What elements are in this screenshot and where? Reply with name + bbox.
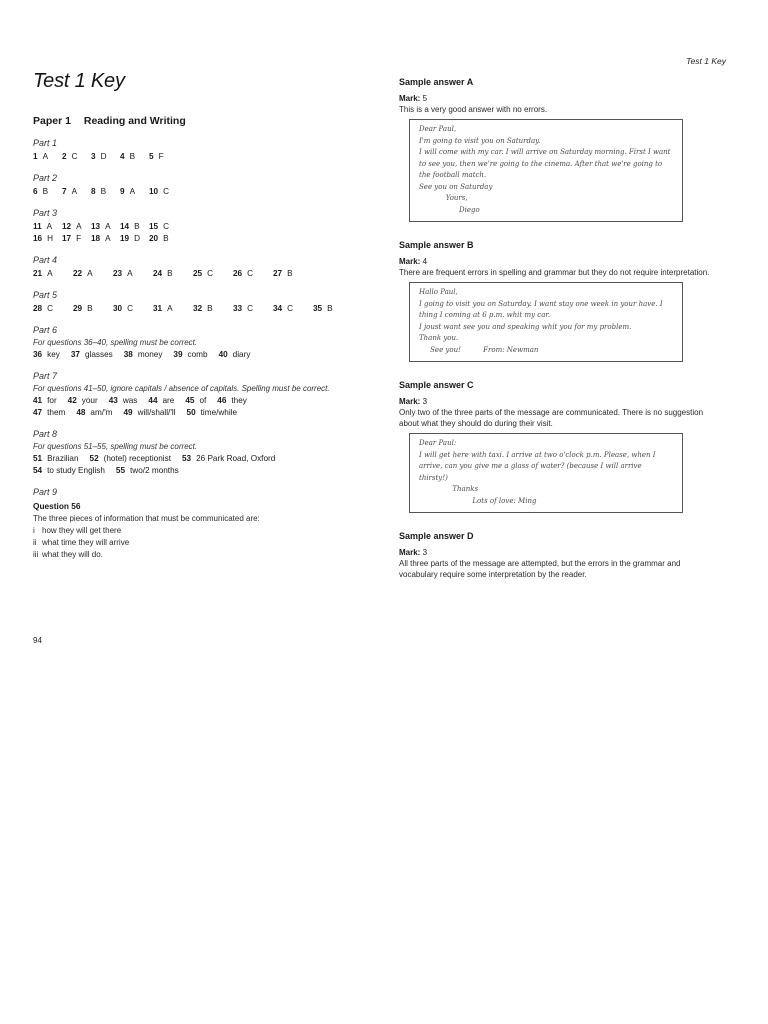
question-number: 24 <box>153 269 163 278</box>
answer-row <box>33 268 363 280</box>
answer-text: A <box>167 304 173 313</box>
answer-text: A <box>76 222 82 231</box>
answer-row <box>33 407 363 419</box>
answer-item <box>153 268 193 280</box>
part-4 <box>33 255 363 280</box>
answer-item <box>73 303 113 315</box>
sample-heading: Sample answer D <box>399 531 474 541</box>
page-number: 94 <box>33 636 42 645</box>
answer-row <box>33 186 363 198</box>
answer-item <box>33 453 79 465</box>
question-number: 28 <box>33 304 43 313</box>
answer-text: A <box>127 269 133 278</box>
answer-row <box>33 303 363 315</box>
question-number: 2 <box>62 152 67 161</box>
part-5 <box>33 290 363 315</box>
parts-list <box>33 138 363 477</box>
answer-item <box>187 407 238 419</box>
letter-line: Dear Paul, <box>419 125 457 133</box>
answer-item <box>62 221 91 233</box>
question-number: 30 <box>113 304 123 313</box>
question-number: 6 <box>33 187 38 196</box>
comment-line: vocabulary require some interpretation by the reader. <box>399 570 587 579</box>
question-number: 42 <box>67 396 77 405</box>
answer-text: A <box>105 234 111 243</box>
question-number: 47 <box>33 408 43 417</box>
part-8 <box>33 429 363 477</box>
paper-name: Reading and Writing <box>83 115 186 127</box>
answer-row <box>33 221 363 233</box>
answer-text: (hotel) receptionist <box>103 454 171 463</box>
answer-text: A <box>46 222 53 231</box>
question-number: 17 <box>62 234 72 243</box>
examiner-comment <box>399 267 729 278</box>
answer-row <box>33 453 363 465</box>
question-number: 51 <box>33 454 43 463</box>
answer-text: C <box>71 152 78 161</box>
question-number: 21 <box>33 269 43 278</box>
answer-item <box>33 186 62 198</box>
answer-item <box>120 151 149 163</box>
letter-line: Thanks <box>419 485 479 493</box>
answer-item <box>33 233 62 245</box>
question-number: 40 <box>218 350 228 359</box>
examiner-comment <box>399 104 729 115</box>
letter-line: the football match. <box>419 171 487 179</box>
question-number: 3 <box>91 152 96 161</box>
mark-label: Mark: <box>399 397 421 406</box>
question-number: 36 <box>33 350 43 359</box>
answer-item <box>120 233 149 245</box>
answer-text: C <box>127 304 134 313</box>
part-9 <box>33 487 363 561</box>
answer-text: H <box>47 234 54 243</box>
part-instruction: For questions 36–40, spelling must be correct. <box>33 338 198 347</box>
question-number: 22 <box>73 269 83 278</box>
part-6 <box>33 325 363 361</box>
part-2 <box>33 173 363 198</box>
answer-item <box>76 407 112 419</box>
question-number: 26 <box>233 269 243 278</box>
answer-text: B <box>134 222 140 231</box>
sample-answer-c <box>399 380 729 513</box>
question-number: 53 <box>181 454 192 463</box>
answer-item <box>182 453 275 465</box>
sample-heading: Sample answer C <box>399 380 474 390</box>
letter-line: Yours, <box>419 194 468 202</box>
answer-text: C <box>163 187 170 196</box>
answer-text: A <box>129 187 136 196</box>
mark-label: Mark: <box>399 257 421 266</box>
answer-text: comb <box>187 350 208 359</box>
answer-item <box>120 221 149 233</box>
part-instruction: For questions 41–50, ignore capitals / absence of capitals. Spelling must be correct. <box>33 384 330 393</box>
answer-text: B <box>100 187 107 196</box>
part-3 <box>33 208 363 245</box>
letter-line: arrive, can you give me a glass of water? (because I will arrive <box>419 462 642 470</box>
letter-line: thing I coming at 6 p.m. whit my car. <box>419 311 551 319</box>
mark-line <box>399 547 729 558</box>
answer-item <box>173 349 207 361</box>
answer-item <box>113 303 153 315</box>
letter-line: Dear Paul: <box>419 439 457 447</box>
question-number: 55 <box>115 466 126 475</box>
letter-line: I going to visit you on Saturday. I want stay one week in your have. I <box>419 299 663 308</box>
question-number: 31 <box>153 304 163 313</box>
question-number: 41 <box>33 396 43 405</box>
paper-label: Paper 1 <box>33 115 71 127</box>
part-heading: Part 8 <box>33 429 58 439</box>
answer-item <box>123 407 175 419</box>
running-head: Test 1 Key <box>686 56 726 66</box>
student-letter <box>409 119 683 222</box>
comment-line: There are frequent errors in spelling and grammar but they do not require interpretation. <box>399 268 710 277</box>
answer-text: C <box>163 222 170 231</box>
question-number: 52 <box>89 454 99 463</box>
answer-text: C <box>287 304 294 313</box>
answer-item <box>273 268 313 280</box>
question-number: 44 <box>148 396 158 405</box>
answer-text: 26 Park Road, Oxford <box>196 454 276 463</box>
letter-line: I'm going to visit you on Saturday. <box>419 136 541 145</box>
information-list <box>33 525 363 561</box>
question-number: 16 <box>33 234 43 243</box>
part-heading: Part 6 <box>33 325 58 335</box>
answer-text: F <box>76 234 82 243</box>
mark-value: 3 <box>422 397 428 406</box>
question-number: 32 <box>193 304 203 313</box>
answer-text: F <box>158 152 164 161</box>
question-number: 37 <box>70 350 80 359</box>
question-number: 48 <box>76 408 86 417</box>
student-letter <box>409 282 683 362</box>
answer-item <box>193 268 233 280</box>
mark-line <box>399 396 729 407</box>
question-number: 34 <box>273 304 283 313</box>
mark-line <box>399 93 729 104</box>
question-number: 29 <box>73 304 83 313</box>
part-heading: Part 5 <box>33 290 58 300</box>
letter-line: See you! From: Newman <box>419 345 539 354</box>
letter-line: thirsty!) <box>419 473 448 482</box>
paper-heading <box>33 115 363 127</box>
sample-heading: Sample answer A <box>399 77 474 87</box>
letter-line: Diego <box>419 205 480 214</box>
mark-label: Mark: <box>399 548 421 557</box>
question-number: 10 <box>149 187 159 196</box>
answer-text: D <box>134 234 141 243</box>
answer-text: them <box>47 408 66 417</box>
answer-item <box>233 268 273 280</box>
answer-item <box>73 268 113 280</box>
mark-value: 4 <box>422 257 428 266</box>
question-number: 19 <box>120 234 130 243</box>
part-heading: Part 3 <box>33 208 58 218</box>
sample-heading: Sample answer B <box>399 240 474 250</box>
comment-line: Only two of the three parts of the message are communicated. There is no suggestion <box>399 408 704 417</box>
answer-text: are <box>162 396 175 405</box>
part-heading: Part 1 <box>33 138 58 148</box>
answer-text: glasses <box>84 350 113 359</box>
answer-item <box>193 303 233 315</box>
letter-line: Lots of love: Ming <box>419 496 537 505</box>
answer-item <box>217 395 247 407</box>
answer-item <box>113 268 153 280</box>
answer-row <box>33 151 363 163</box>
answer-row <box>33 465 363 477</box>
question-number: 11 <box>33 222 42 231</box>
question-number: 14 <box>120 222 130 231</box>
answer-text: of <box>199 396 207 405</box>
answer-item <box>33 465 105 477</box>
answer-item <box>185 395 206 407</box>
answer-item <box>68 395 98 407</box>
answer-text: Brazilian <box>47 454 79 463</box>
part-1 <box>33 138 363 163</box>
answer-text: key <box>47 350 60 359</box>
part-7 <box>33 371 363 419</box>
answer-text: B <box>287 269 293 278</box>
answer-item <box>91 151 120 163</box>
answer-item <box>124 349 163 361</box>
letter-line: Hallo Paul, <box>419 288 458 296</box>
item-text: what they will do. <box>42 550 103 559</box>
answer-item <box>148 395 174 407</box>
part-heading: Part 7 <box>33 371 58 381</box>
letter-line: I joust want see you and speaking whit you for my problem. <box>419 322 632 331</box>
answer-item <box>313 303 353 315</box>
question-56-intro: The three pieces of information that must be communicated are: <box>33 514 260 523</box>
question-56-title: Question 56 <box>33 501 81 511</box>
information-item <box>33 549 363 561</box>
answer-item <box>109 395 138 407</box>
question-number: 43 <box>108 396 118 405</box>
answer-text: B <box>42 187 49 196</box>
question-number: 33 <box>233 304 243 313</box>
part-heading: Part 9 <box>33 487 58 497</box>
answer-row <box>33 233 363 245</box>
sample-answer-d <box>399 531 729 580</box>
comment-line: All three parts of the message are attempted, but the errors in the grammar and <box>399 559 681 568</box>
question-number: 49 <box>123 408 133 417</box>
question-number: 46 <box>217 396 227 405</box>
answer-text: for <box>47 396 57 405</box>
answer-text: your <box>81 396 98 405</box>
answer-row <box>33 395 363 407</box>
part-heading: Part 4 <box>33 255 58 265</box>
question-number: 13 <box>91 222 101 231</box>
letter-line: I will come with my car. I will arrive on Saturday morning. First I want <box>419 148 671 156</box>
answer-text: C <box>247 269 254 278</box>
answer-text: C <box>207 269 214 278</box>
mark-label: Mark: <box>399 94 421 103</box>
information-item <box>33 537 363 549</box>
question-number: 25 <box>193 269 203 278</box>
information-item <box>33 525 363 537</box>
question-number: 7 <box>62 187 67 196</box>
mark-line <box>399 256 729 267</box>
question-number: 18 <box>91 234 101 243</box>
question-number: 39 <box>173 350 183 359</box>
page-title: Test 1 Key <box>33 70 125 92</box>
answer-text: A <box>42 152 49 161</box>
question-number: 20 <box>149 234 159 243</box>
answer-text: B <box>327 304 333 313</box>
answer-item <box>149 221 178 233</box>
answer-item <box>149 186 178 198</box>
answer-item <box>33 349 60 361</box>
item-marker: iii <box>33 550 39 559</box>
answer-item <box>33 268 73 280</box>
answer-text: money <box>137 350 163 359</box>
comment-line: This is a very good answer with no errors. <box>399 105 548 114</box>
answer-item <box>219 349 251 361</box>
comment-line: about what they should do during their visit. <box>399 419 553 428</box>
question-number: 12 <box>62 222 72 231</box>
item-marker: ii <box>33 538 37 547</box>
letter-line: See you on Saturday <box>419 182 493 191</box>
answer-text: C <box>247 304 254 313</box>
answer-text: A <box>87 269 93 278</box>
answer-item <box>62 151 91 163</box>
question-number: 54 <box>33 466 43 475</box>
left-column <box>33 70 363 571</box>
question-number: 9 <box>120 187 125 196</box>
answer-item <box>153 303 193 315</box>
answer-text: A <box>47 269 53 278</box>
answer-item <box>149 233 178 245</box>
question-number: 35 <box>313 304 323 313</box>
answer-item <box>233 303 273 315</box>
answer-item <box>33 407 65 419</box>
sample-answer-b <box>399 240 729 362</box>
answer-text: will/shall/'ll <box>137 408 176 417</box>
part-heading: Part 2 <box>33 173 58 183</box>
question-number: 4 <box>120 152 125 161</box>
answer-item <box>120 186 149 198</box>
question-number: 8 <box>91 187 96 196</box>
question-number: 1 <box>33 152 38 161</box>
question-number: 27 <box>273 269 283 278</box>
answer-item <box>90 453 171 465</box>
answer-text: B <box>207 304 213 313</box>
answer-item <box>33 151 62 163</box>
answer-text: to study English <box>47 466 105 475</box>
answer-text: B <box>87 304 93 313</box>
letter-line: to see you, then we're going to the cinema. After that we're going to <box>419 159 663 168</box>
answer-item <box>71 349 113 361</box>
answer-item <box>62 186 91 198</box>
answer-text: B <box>129 152 136 161</box>
answer-item <box>91 233 120 245</box>
answer-text: was <box>122 396 138 405</box>
answer-item <box>116 465 179 477</box>
answer-text: C <box>47 304 54 313</box>
item-text: how they will get there <box>42 526 122 535</box>
answer-text: D <box>100 152 107 161</box>
answer-text: B <box>167 269 173 278</box>
answer-item <box>273 303 313 315</box>
answer-item <box>91 186 120 198</box>
answer-item <box>91 221 120 233</box>
item-marker: i <box>33 526 35 535</box>
mark-value: 5 <box>422 94 428 103</box>
answer-text: am/'m <box>90 408 113 417</box>
answer-text: B <box>163 234 169 243</box>
mark-value: 3 <box>422 548 428 557</box>
student-letter <box>409 433 683 513</box>
sample-answer-a <box>399 77 729 222</box>
answer-text: time/while <box>200 408 238 417</box>
question-number: 15 <box>149 222 159 231</box>
answer-text: diary <box>232 350 251 359</box>
answer-text: A <box>71 187 78 196</box>
examiner-comment <box>399 558 729 580</box>
answer-text: they <box>231 396 247 405</box>
answer-text: two/2 months <box>130 466 179 475</box>
question-number: 45 <box>185 396 195 405</box>
letter-line: Thank you. <box>419 334 459 342</box>
part-instruction: For questions 51–55, spelling must be correct. <box>33 442 198 451</box>
answer-item <box>149 151 178 163</box>
question-number: 38 <box>123 350 133 359</box>
answer-row <box>33 349 363 361</box>
examiner-comment <box>399 407 729 429</box>
answer-item <box>33 303 73 315</box>
answer-item <box>33 221 62 233</box>
item-text: what time they will arrive <box>42 538 130 547</box>
question-number: 5 <box>149 152 154 161</box>
answer-text: A <box>105 222 111 231</box>
question-number: 23 <box>113 269 123 278</box>
answer-item <box>62 233 91 245</box>
letter-line: I will get here with taxi. I arrive at two o'clock p.m. Please, when I <box>419 450 656 459</box>
question-number: 50 <box>186 408 196 417</box>
right-column <box>399 77 729 584</box>
answer-item <box>33 395 57 407</box>
